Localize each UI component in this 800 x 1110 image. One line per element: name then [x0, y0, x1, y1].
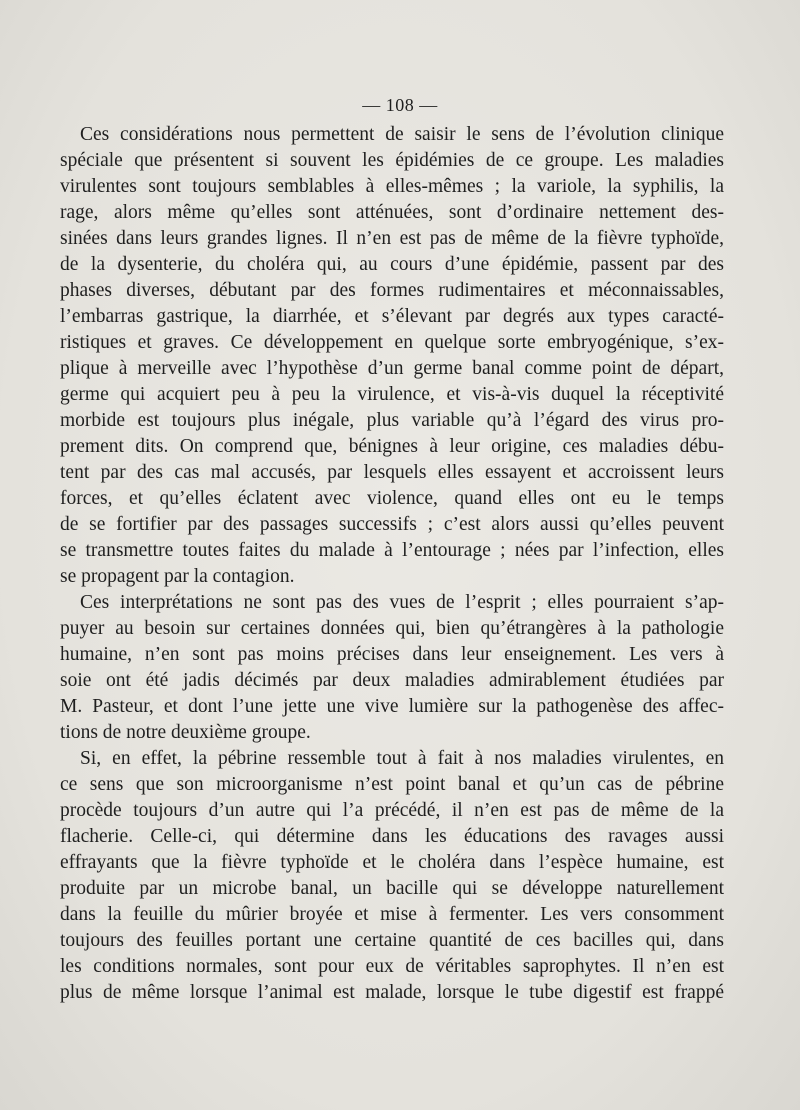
text-line: Ces interprétations ne sont pas des vues de l’esprit ; elles pourraient s’ap- [80, 592, 724, 613]
text-line: virulentes sont toujours semblables à elles-mêmes ; la variole, la syphilis, la [60, 176, 724, 197]
text-line: morbide est toujours plus inégale, plus variable qu’à l’égard des virus pro- [60, 410, 724, 431]
text-line: Si, en effet, la pébrine ressemble tout à fait à nos maladies virulentes, en [80, 748, 724, 769]
text-line: procède toujours d’un autre qui l’a précédé, il n’en est pas de même de la [60, 800, 724, 821]
text-line: se propagent par la contagion. [60, 566, 295, 587]
paragraph-3 [60, 746, 724, 1006]
text-line: toujours des feuilles portant une certaine quantité de ces bacilles qui, dans [60, 930, 724, 951]
text-line: dans la feuille du mûrier broyée et mise à fermenter. Les vers consomment [60, 904, 724, 925]
text-line: ce sens que son microorganisme n’est point banal et qu’un cas de pébrine [60, 774, 724, 795]
text-line: Ces considérations nous permettent de saisir le sens de l’évolution clinique [80, 124, 724, 145]
text-line: puyer au besoin sur certaines données qui, bien qu’étrangères à la pathologie [60, 618, 724, 639]
text-line: humaine, n’en sont pas moins précises dans leur enseignement. Les vers à [60, 644, 724, 665]
text-line: plus de même lorsque l’animal est malade, lorsque le tube digestif est frappé [60, 982, 724, 1003]
text-line: se transmettre toutes faites du malade à l’entourage ; nées par l’infection, elles [60, 540, 724, 561]
text-line: rage, alors même qu’elles sont atténuées, sont d’ordinaire nettement des- [60, 202, 724, 223]
text-line: plique à merveille avec l’hypothèse d’un germe banal comme point de départ, [60, 358, 724, 379]
text-line: sinées dans leurs grandes lignes. Il n’en est pas de même de la fièvre typhoïde, [60, 228, 724, 249]
text-line: l’embarras gastrique, la diarrhée, et s’élevant par degrés aux types caracté- [60, 306, 724, 327]
text-line: de la dysenterie, du choléra qui, au cours d’une épidémie, passent par des [60, 254, 724, 275]
text-line: flacherie. Celle-ci, qui détermine dans les éducations des ravages aussi [60, 826, 724, 847]
text-line: effrayants que la fièvre typhoïde et le choléra dans l’espèce humaine, est [60, 852, 724, 873]
page-number: — 108 — [362, 95, 438, 115]
text-line: produite par un microbe banal, un bacille qui se développe naturellement [60, 878, 724, 899]
text-line: tent par des cas mal accusés, par lesquels elles essayent et accroissent leurs [60, 462, 724, 483]
text-line: forces, et qu’elles éclatent avec violence, quand elles ont eu le temps [60, 488, 724, 509]
text-line: ristiques et graves. Ce développement en quelque sorte embryogénique, s’ex- [60, 332, 724, 353]
text-line: M. Pasteur, et dont l’une jette une vive lumière sur la pathogenèse des affec- [60, 696, 724, 717]
text-line: spéciale que présentent si souvent les épidémies de ce groupe. Les maladies [60, 150, 724, 171]
text-line: germe qui acquiert peu à peu la virulence, et vis-à-vis duquel la réceptivité [60, 384, 724, 405]
body-text [60, 122, 724, 1006]
text-line: de se fortifier par des passages successifs ; c’est alors aussi qu’elles peuvent [60, 514, 724, 535]
paragraph-2 [60, 590, 724, 746]
text-line: les conditions normales, sont pour eux de véritables saprophytes. Il n’en est [60, 956, 724, 977]
text-line: prement dits. On comprend que, bénignes à leur origine, ces maladies débu- [60, 436, 724, 457]
paragraph-1 [60, 122, 724, 590]
text-line: soie ont été jadis décimés par deux maladies admirablement étudiées par [60, 670, 724, 691]
text-line: phases diverses, débutant par des formes rudimentaires et méconnaissables, [60, 280, 724, 301]
text-line: tions de notre deuxième groupe. [60, 722, 311, 743]
